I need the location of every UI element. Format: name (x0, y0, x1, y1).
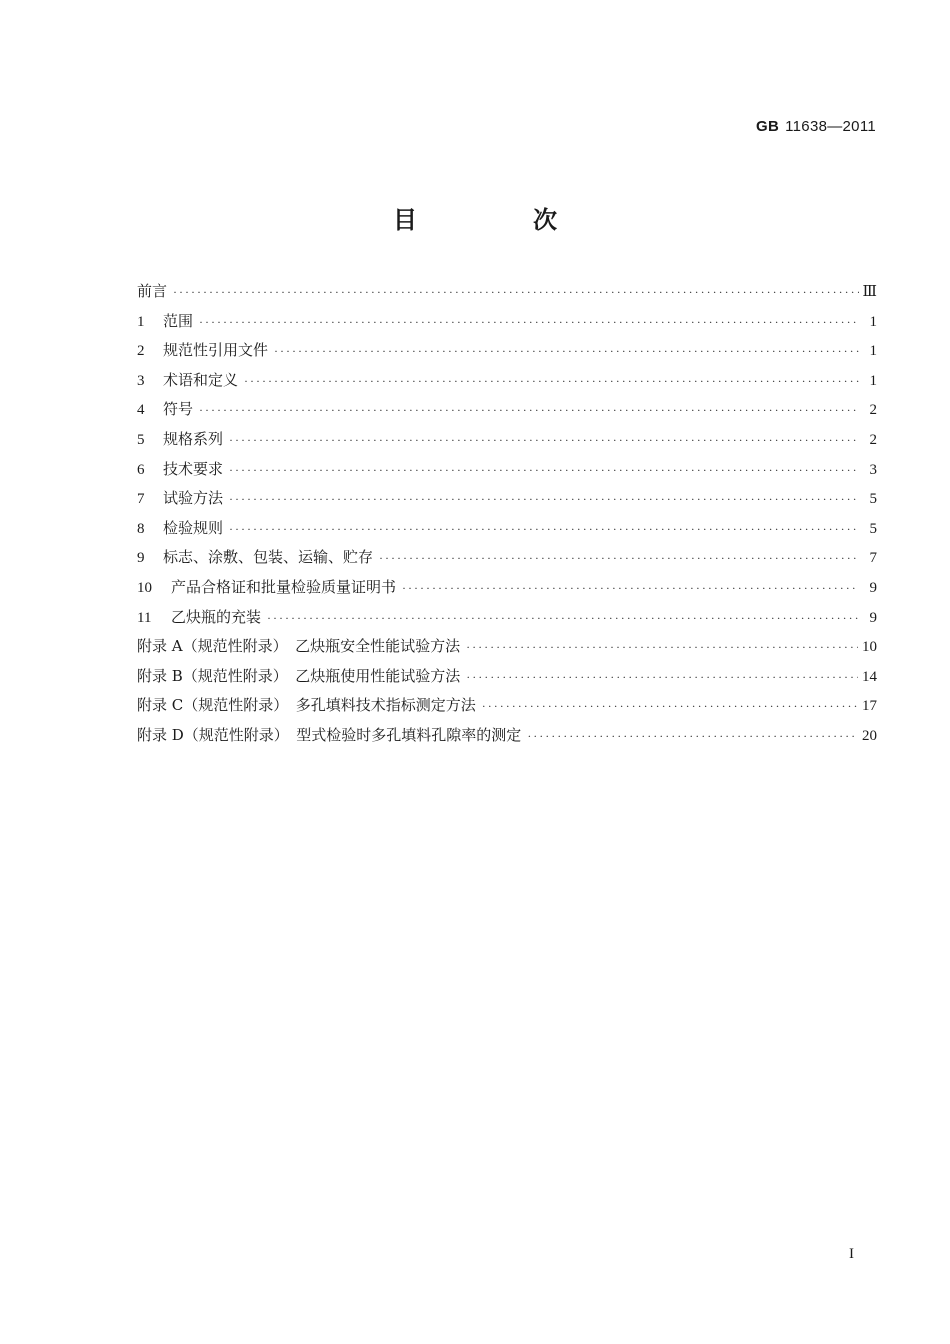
toc-entry[interactable] (137, 307, 877, 337)
toc-entry-label: 规范性引用文件 (163, 341, 269, 360)
toc-entry-label: 技术要求 (163, 459, 224, 478)
toc-entry-page: 14 (862, 668, 877, 685)
table-of-contents (137, 277, 877, 751)
toc-entry-page: 1 (869, 372, 877, 389)
page-number: I (849, 1246, 854, 1262)
toc-entry-number: 1 (137, 313, 145, 330)
toc-entry-annex[interactable] (137, 721, 877, 751)
toc-entry-label: 标志、涂敷、包装、运输、贮存 (163, 548, 374, 567)
toc-entry[interactable] (137, 277, 877, 307)
toc-leader (229, 485, 859, 515)
toc-entry-label: 附录 A（规范性附录） 乙炔瓶安全性能试验方法 (137, 637, 461, 656)
standard-code (756, 118, 876, 135)
toc-leader (527, 722, 858, 752)
toc-entry-page: 5 (869, 491, 877, 508)
toc-entry-page: 7 (869, 550, 877, 567)
toc-entry-number: 10 (137, 579, 152, 596)
toc-entry[interactable] (137, 336, 877, 366)
toc-leader (274, 337, 859, 367)
toc-leader (199, 396, 859, 426)
toc-leader (267, 604, 859, 634)
toc-entry-label: 试验方法 (163, 489, 224, 508)
toc-entry-label: 附录 B（规范性附录） 乙炔瓶使用性能试验方法 (137, 666, 461, 685)
toc-entry-annex[interactable] (137, 691, 877, 721)
toc-entry[interactable] (137, 543, 877, 573)
toc-entry[interactable] (137, 455, 877, 485)
toc-leader (173, 278, 859, 308)
toc-entry[interactable] (137, 484, 877, 514)
toc-entry-number: 11 (137, 609, 152, 626)
toc-entry-page: 9 (869, 579, 877, 596)
toc-entry-label: 附录 C（规范性附录） 多孔填料技术指标测定方法 (137, 696, 476, 715)
toc-entry[interactable] (137, 603, 877, 633)
standard-prefix: GB (756, 118, 780, 135)
toc-entry-page: 17 (862, 698, 877, 715)
toc-leader (466, 663, 858, 693)
toc-entry-page: 10 (862, 639, 877, 656)
toc-leader (199, 308, 859, 338)
toc-entry[interactable] (137, 514, 877, 544)
toc-entry-number: 4 (137, 402, 145, 419)
toc-entry-page: 2 (869, 431, 877, 448)
toc-leader (482, 692, 858, 722)
toc-entry-label: 附录 D（规范性附录） 型式检验时多孔填料孔隙率的测定 (137, 725, 522, 744)
toc-leader (244, 367, 859, 397)
toc-leader (229, 515, 859, 545)
toc-entry-label: 术语和定义 (163, 370, 239, 389)
toc-entry-label: 范围 (163, 311, 194, 330)
toc-entry-number: 9 (137, 550, 145, 567)
toc-entry-number: 3 (137, 372, 145, 389)
toc-entry-annex[interactable] (137, 662, 877, 692)
toc-entry-number: 7 (137, 491, 145, 508)
toc-entry-page: 1 (869, 313, 877, 330)
toc-entry-label: 乙炔瓶的充装 (171, 607, 262, 626)
toc-entry-label: 产品合格证和批量检验质量证明书 (171, 577, 397, 596)
toc-entry[interactable] (137, 395, 877, 425)
toc-entry-page: 20 (862, 727, 877, 744)
toc-leader (402, 574, 859, 604)
toc-entry-label: 检验规则 (163, 518, 224, 537)
toc-entry-page: 3 (869, 461, 877, 478)
toc-entry-label: 符号 (163, 400, 194, 419)
toc-entry-number: 8 (137, 520, 145, 537)
toc-entry[interactable] (137, 573, 877, 603)
toc-title: 目 次 (393, 206, 603, 234)
toc-entry-number: 2 (137, 343, 145, 360)
toc-entry-label: 前言 (137, 282, 168, 300)
toc-entry[interactable] (137, 366, 877, 396)
standard-number: 11638—2011 (785, 118, 876, 135)
toc-entry-annex[interactable] (137, 632, 877, 662)
toc-leader (379, 544, 859, 574)
toc-entry-page: 9 (869, 609, 877, 626)
toc-entry[interactable] (137, 425, 877, 455)
toc-entry-page: 1 (869, 343, 877, 360)
toc-entry-page: Ⅲ (862, 284, 877, 300)
toc-entry-page: 5 (869, 520, 877, 537)
toc-entry-number: 5 (137, 431, 145, 448)
toc-leader (229, 456, 859, 486)
toc-entry-page: 2 (869, 402, 877, 419)
toc-entry-label: 规格系列 (163, 429, 224, 448)
toc-entry-number: 6 (137, 461, 145, 478)
toc-leader (466, 633, 858, 663)
toc-leader (229, 426, 859, 456)
